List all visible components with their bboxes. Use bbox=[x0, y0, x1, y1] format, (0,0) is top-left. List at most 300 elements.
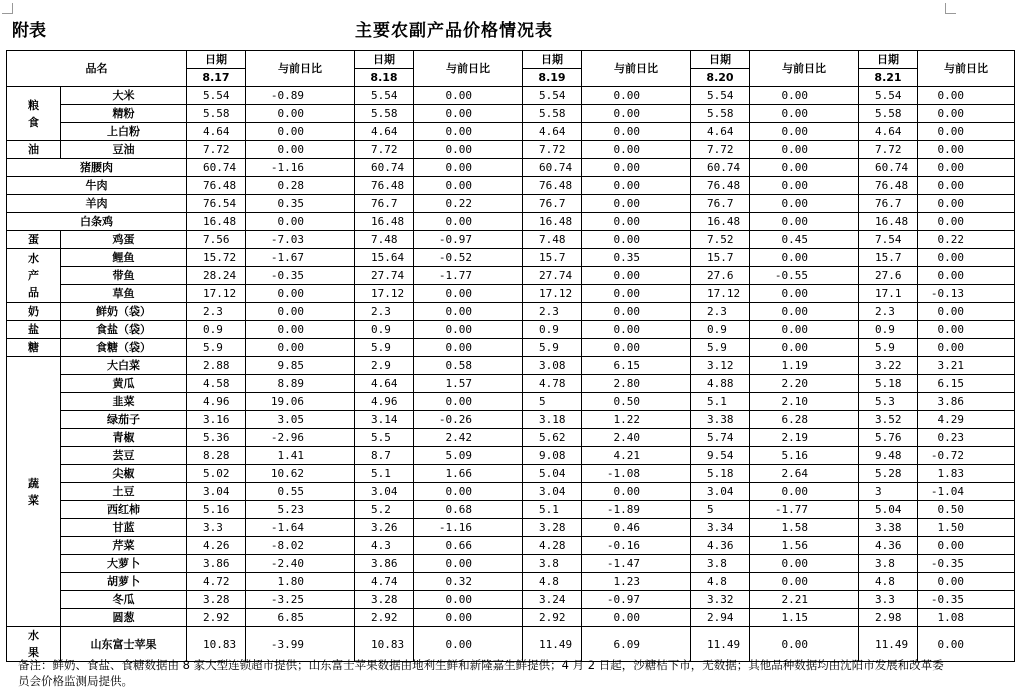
change-cell: -1.04 bbox=[918, 483, 1015, 501]
price-cell: 5.02 bbox=[187, 465, 246, 483]
price-cell: 7.72 bbox=[187, 141, 246, 159]
change-cell: 2.21 bbox=[750, 591, 859, 609]
change-cell: 4.21 bbox=[582, 447, 691, 465]
category-cell: 粮 食 bbox=[7, 87, 61, 141]
price-cell: 4.64 bbox=[691, 123, 750, 141]
change-cell: 0.00 bbox=[246, 213, 355, 231]
change-cell: 0.00 bbox=[414, 627, 523, 662]
change-cell: 0.00 bbox=[750, 159, 859, 177]
price-cell: 76.7 bbox=[523, 195, 582, 213]
price-cell: 4.64 bbox=[355, 123, 414, 141]
price-cell: 5.18 bbox=[691, 465, 750, 483]
change-cell: 1.66 bbox=[414, 465, 523, 483]
change-cell: 0.00 bbox=[582, 213, 691, 231]
change-cell: 0.00 bbox=[750, 195, 859, 213]
product-name: 豆油 bbox=[61, 141, 187, 159]
price-cell: 11.49 bbox=[691, 627, 750, 662]
table-row bbox=[7, 393, 1015, 411]
price-cell: 4.88 bbox=[691, 375, 750, 393]
price-cell: 3.04 bbox=[523, 483, 582, 501]
price-cell: 3.28 bbox=[187, 591, 246, 609]
change-cell: 0.00 bbox=[918, 123, 1015, 141]
change-cell: 0.00 bbox=[414, 105, 523, 123]
change-cell: 1.83 bbox=[918, 465, 1015, 483]
price-cell: 76.7 bbox=[859, 195, 918, 213]
price-cell: 5.1 bbox=[355, 465, 414, 483]
change-cell: 0.00 bbox=[750, 339, 859, 357]
price-cell: 4.28 bbox=[523, 537, 582, 555]
page-title: 主要农副产品价格情况表 bbox=[355, 21, 553, 41]
change-cell: 0.00 bbox=[918, 321, 1015, 339]
change-cell: 0.00 bbox=[918, 339, 1015, 357]
change-cell: 0.00 bbox=[750, 249, 859, 267]
product-name: 大米 bbox=[61, 87, 187, 105]
change-cell: 0.00 bbox=[918, 249, 1015, 267]
price-cell: 27.6 bbox=[859, 267, 918, 285]
price-cell: 4.36 bbox=[691, 537, 750, 555]
change-cell: 0.00 bbox=[918, 177, 1015, 195]
table-row bbox=[7, 447, 1015, 465]
price-cell: 4.8 bbox=[691, 573, 750, 591]
price-cell: 3.04 bbox=[691, 483, 750, 501]
price-cell: 60.74 bbox=[523, 159, 582, 177]
change-cell: 0.45 bbox=[750, 231, 859, 249]
price-cell: 3.16 bbox=[187, 411, 246, 429]
change-cell: 0.00 bbox=[246, 321, 355, 339]
price-cell: 5.16 bbox=[187, 501, 246, 519]
change-cell: 0.00 bbox=[582, 123, 691, 141]
table-row bbox=[7, 339, 1015, 357]
price-cell: 5.9 bbox=[523, 339, 582, 357]
price-cell: 5.74 bbox=[691, 429, 750, 447]
change-cell: 1.50 bbox=[918, 519, 1015, 537]
change-cell: -1.64 bbox=[246, 519, 355, 537]
change-cell: 0.00 bbox=[414, 555, 523, 573]
price-cell: 5.9 bbox=[859, 339, 918, 357]
price-table-body bbox=[7, 51, 1015, 662]
price-cell: 5.1 bbox=[523, 501, 582, 519]
price-cell: 60.74 bbox=[691, 159, 750, 177]
change-cell: 0.58 bbox=[414, 357, 523, 375]
table-row bbox=[7, 465, 1015, 483]
price-cell: 3.26 bbox=[355, 519, 414, 537]
table-row bbox=[7, 195, 1015, 213]
change-cell: 19.06 bbox=[246, 393, 355, 411]
table-row bbox=[7, 609, 1015, 627]
product-name: 芹菜 bbox=[61, 537, 187, 555]
change-cell: 8.89 bbox=[246, 375, 355, 393]
table-row bbox=[7, 123, 1015, 141]
change-cell: 0.00 bbox=[414, 213, 523, 231]
product-name: 甘蓝 bbox=[61, 519, 187, 537]
price-cell: 3.32 bbox=[691, 591, 750, 609]
price-cell: 76.48 bbox=[859, 177, 918, 195]
change-cell: 3.05 bbox=[246, 411, 355, 429]
change-header: 与前日比 bbox=[918, 51, 1015, 87]
change-cell: 0.00 bbox=[918, 141, 1015, 159]
price-cell: 76.7 bbox=[691, 195, 750, 213]
price-cell: 8.7 bbox=[355, 447, 414, 465]
change-cell: 2.64 bbox=[750, 465, 859, 483]
price-cell: 5.3 bbox=[859, 393, 918, 411]
change-cell: 0.22 bbox=[918, 231, 1015, 249]
change-cell: 0.00 bbox=[414, 591, 523, 609]
change-header: 与前日比 bbox=[246, 51, 355, 87]
change-header: 与前日比 bbox=[414, 51, 523, 87]
change-cell: 0.00 bbox=[414, 321, 523, 339]
change-header: 与前日比 bbox=[582, 51, 691, 87]
change-cell: 0.00 bbox=[414, 141, 523, 159]
product-header: 品名 bbox=[7, 51, 187, 87]
change-cell: -1.47 bbox=[582, 555, 691, 573]
change-cell: -1.08 bbox=[582, 465, 691, 483]
change-cell: -1.16 bbox=[246, 159, 355, 177]
product-name: 胡萝卜 bbox=[61, 573, 187, 591]
product-name: 韭菜 bbox=[61, 393, 187, 411]
change-cell: 0.00 bbox=[414, 483, 523, 501]
table-row bbox=[7, 267, 1015, 285]
price-cell: 5.54 bbox=[691, 87, 750, 105]
table-header-row bbox=[7, 51, 1015, 69]
change-cell: 1.58 bbox=[750, 519, 859, 537]
price-cell: 7.52 bbox=[691, 231, 750, 249]
category-cell: 盐 bbox=[7, 321, 61, 339]
price-cell: 16.48 bbox=[523, 213, 582, 231]
change-cell: -3.99 bbox=[246, 627, 355, 662]
price-cell: 28.24 bbox=[187, 267, 246, 285]
price-cell: 4.58 bbox=[187, 375, 246, 393]
price-cell: 5.04 bbox=[523, 465, 582, 483]
change-cell: 0.00 bbox=[246, 141, 355, 159]
price-cell: 3.52 bbox=[859, 411, 918, 429]
price-cell: 4.78 bbox=[523, 375, 582, 393]
change-cell: 10.62 bbox=[246, 465, 355, 483]
change-cell: 0.00 bbox=[582, 339, 691, 357]
table-row bbox=[7, 573, 1015, 591]
price-cell: 4.74 bbox=[355, 573, 414, 591]
table-row bbox=[7, 177, 1015, 195]
price-cell: 15.72 bbox=[187, 249, 246, 267]
change-cell: 0.00 bbox=[918, 303, 1015, 321]
price-cell: 3.3 bbox=[187, 519, 246, 537]
price-cell: 3 bbox=[859, 483, 918, 501]
price-table bbox=[6, 50, 1015, 662]
product-name: 鸡蛋 bbox=[61, 231, 187, 249]
change-cell: 0.00 bbox=[246, 285, 355, 303]
change-cell: 0.00 bbox=[414, 177, 523, 195]
price-cell: 3.28 bbox=[355, 591, 414, 609]
change-cell: 4.29 bbox=[918, 411, 1015, 429]
category-cell: 油 bbox=[7, 141, 61, 159]
price-cell: 3.34 bbox=[691, 519, 750, 537]
change-cell: -7.03 bbox=[246, 231, 355, 249]
price-cell: 3.14 bbox=[355, 411, 414, 429]
price-cell: 27.74 bbox=[523, 267, 582, 285]
price-cell: 60.74 bbox=[187, 159, 246, 177]
change-cell: 0.00 bbox=[750, 555, 859, 573]
price-cell: 5.54 bbox=[355, 87, 414, 105]
table-row bbox=[7, 159, 1015, 177]
price-cell: 3.38 bbox=[859, 519, 918, 537]
price-cell: 5.18 bbox=[859, 375, 918, 393]
table-row bbox=[7, 375, 1015, 393]
price-cell: 3.8 bbox=[691, 555, 750, 573]
price-cell: 5 bbox=[691, 501, 750, 519]
change-cell: 0.00 bbox=[582, 483, 691, 501]
price-cell: 5.04 bbox=[859, 501, 918, 519]
price-cell: 27.74 bbox=[355, 267, 414, 285]
product-name: 圆葱 bbox=[61, 609, 187, 627]
table-row bbox=[7, 303, 1015, 321]
price-cell: 5.9 bbox=[187, 339, 246, 357]
change-cell: 2.40 bbox=[582, 429, 691, 447]
price-cell: 5.62 bbox=[523, 429, 582, 447]
change-cell: 6.85 bbox=[246, 609, 355, 627]
price-cell: 3.04 bbox=[187, 483, 246, 501]
change-cell: 0.00 bbox=[414, 303, 523, 321]
product-name: 羊肉 bbox=[7, 195, 187, 213]
price-cell: 5.58 bbox=[355, 105, 414, 123]
change-cell: -1.77 bbox=[414, 267, 523, 285]
price-cell: 3.04 bbox=[355, 483, 414, 501]
price-cell: 4.96 bbox=[355, 393, 414, 411]
change-cell: 0.00 bbox=[918, 159, 1015, 177]
price-cell: 5 bbox=[523, 393, 582, 411]
price-cell: 7.48 bbox=[355, 231, 414, 249]
change-cell: 0.00 bbox=[750, 123, 859, 141]
price-cell: 4.3 bbox=[355, 537, 414, 555]
price-cell: 4.26 bbox=[187, 537, 246, 555]
price-cell: 76.7 bbox=[355, 195, 414, 213]
change-cell: 0.00 bbox=[582, 177, 691, 195]
change-cell: 0.22 bbox=[414, 195, 523, 213]
change-header: 与前日比 bbox=[750, 51, 859, 87]
product-name: 上白粉 bbox=[61, 123, 187, 141]
product-name: 食盐（袋） bbox=[61, 321, 187, 339]
change-cell: 1.15 bbox=[750, 609, 859, 627]
price-cell: 4.64 bbox=[523, 123, 582, 141]
change-cell: 0.00 bbox=[750, 285, 859, 303]
price-cell: 5.76 bbox=[859, 429, 918, 447]
category-cell: 水 果 bbox=[7, 627, 61, 662]
price-cell: 3.24 bbox=[523, 591, 582, 609]
price-cell: 4.8 bbox=[859, 573, 918, 591]
price-cell: 5.58 bbox=[523, 105, 582, 123]
change-cell: 1.22 bbox=[582, 411, 691, 429]
price-cell: 9.54 bbox=[691, 447, 750, 465]
change-cell: 0.00 bbox=[918, 213, 1015, 231]
table-row bbox=[7, 141, 1015, 159]
page-corner-mark-right bbox=[945, 3, 956, 14]
change-cell: 1.57 bbox=[414, 375, 523, 393]
change-cell: 3.21 bbox=[918, 357, 1015, 375]
price-cell: 5.58 bbox=[187, 105, 246, 123]
product-name: 冬瓜 bbox=[61, 591, 187, 609]
price-cell: 0.9 bbox=[355, 321, 414, 339]
change-cell: -2.96 bbox=[246, 429, 355, 447]
price-cell: 10.83 bbox=[187, 627, 246, 662]
category-cell: 糖 bbox=[7, 339, 61, 357]
price-cell: 5.2 bbox=[355, 501, 414, 519]
change-cell: 0.00 bbox=[582, 105, 691, 123]
price-cell: 5.58 bbox=[691, 105, 750, 123]
product-name: 猪腰肉 bbox=[7, 159, 187, 177]
change-cell: 0.00 bbox=[582, 159, 691, 177]
price-cell: 3.38 bbox=[691, 411, 750, 429]
price-cell: 15.7 bbox=[691, 249, 750, 267]
change-cell: 5.16 bbox=[750, 447, 859, 465]
price-cell: 27.6 bbox=[691, 267, 750, 285]
change-cell: 0.00 bbox=[582, 321, 691, 339]
price-cell: 10.83 bbox=[355, 627, 414, 662]
price-cell: 4.72 bbox=[187, 573, 246, 591]
price-cell: 3.8 bbox=[523, 555, 582, 573]
price-cell: 3.28 bbox=[523, 519, 582, 537]
price-cell: 17.12 bbox=[691, 285, 750, 303]
price-cell: 2.94 bbox=[691, 609, 750, 627]
price-cell: 3.12 bbox=[691, 357, 750, 375]
change-cell: 0.00 bbox=[246, 105, 355, 123]
change-cell: 6.15 bbox=[582, 357, 691, 375]
price-cell: 2.9 bbox=[355, 357, 414, 375]
change-cell: 0.55 bbox=[246, 483, 355, 501]
price-cell: 3.18 bbox=[523, 411, 582, 429]
price-cell: 3.86 bbox=[355, 555, 414, 573]
date-header: 日期 bbox=[691, 51, 750, 69]
price-cell: 7.72 bbox=[355, 141, 414, 159]
price-cell: 7.72 bbox=[859, 141, 918, 159]
product-name: 鲜奶（袋） bbox=[61, 303, 187, 321]
price-cell: 2.3 bbox=[355, 303, 414, 321]
table-row bbox=[7, 321, 1015, 339]
change-cell: 9.85 bbox=[246, 357, 355, 375]
page-corner-mark-left bbox=[2, 3, 13, 14]
change-cell: -3.25 bbox=[246, 591, 355, 609]
table-row bbox=[7, 429, 1015, 447]
change-cell: 2.10 bbox=[750, 393, 859, 411]
price-cell: 7.48 bbox=[523, 231, 582, 249]
product-name: 山东富士苹果 bbox=[61, 627, 187, 662]
price-cell: 2.3 bbox=[187, 303, 246, 321]
table-row bbox=[7, 519, 1015, 537]
date-header: 日期 bbox=[187, 51, 246, 69]
change-cell: 0.00 bbox=[918, 627, 1015, 662]
change-cell: -0.72 bbox=[918, 447, 1015, 465]
change-cell: -0.97 bbox=[582, 591, 691, 609]
price-cell: 5.54 bbox=[523, 87, 582, 105]
table-row bbox=[7, 285, 1015, 303]
price-cell: 60.74 bbox=[859, 159, 918, 177]
table-row bbox=[7, 411, 1015, 429]
product-name: 青椒 bbox=[61, 429, 187, 447]
price-cell: 3.8 bbox=[859, 555, 918, 573]
product-name: 食糖（袋） bbox=[61, 339, 187, 357]
table-row bbox=[7, 591, 1015, 609]
change-cell: -0.55 bbox=[750, 267, 859, 285]
price-cell: 5.54 bbox=[187, 87, 246, 105]
change-cell: 0.66 bbox=[414, 537, 523, 555]
product-name: 黄瓜 bbox=[61, 375, 187, 393]
footnote: 备注：鲜奶、食盐、食糖数据由 8 家大型连锁超市提供；山东富士苹果数据由地利生鲜和新隆嘉生鲜提供；4 月 2 日起，沙糖桔下市，无数据；其他品种数据均由沈阳市发展和改革委员会价格监测局提供。 bbox=[18, 658, 944, 688]
price-cell: 76.48 bbox=[187, 177, 246, 195]
change-cell: 0.00 bbox=[750, 321, 859, 339]
change-cell: -1.67 bbox=[246, 249, 355, 267]
change-cell: 0.00 bbox=[750, 627, 859, 662]
change-cell: 0.50 bbox=[582, 393, 691, 411]
price-cell: 5.1 bbox=[691, 393, 750, 411]
change-cell: 0.00 bbox=[582, 303, 691, 321]
price-cell: 2.3 bbox=[859, 303, 918, 321]
change-cell: 0.00 bbox=[582, 267, 691, 285]
table-row bbox=[7, 537, 1015, 555]
change-cell: 1.19 bbox=[750, 357, 859, 375]
change-cell: 0.00 bbox=[750, 87, 859, 105]
price-cell: 7.72 bbox=[691, 141, 750, 159]
change-cell: -1.16 bbox=[414, 519, 523, 537]
change-cell: 0.00 bbox=[582, 609, 691, 627]
change-cell: 1.08 bbox=[918, 609, 1015, 627]
change-cell: 3.86 bbox=[918, 393, 1015, 411]
price-cell: 76.48 bbox=[691, 177, 750, 195]
change-cell: 0.00 bbox=[582, 285, 691, 303]
price-cell: 5.5 bbox=[355, 429, 414, 447]
price-cell: 17.12 bbox=[523, 285, 582, 303]
change-cell: 1.56 bbox=[750, 537, 859, 555]
change-cell: 0.35 bbox=[246, 195, 355, 213]
change-cell: 5.23 bbox=[246, 501, 355, 519]
price-cell: 4.8 bbox=[523, 573, 582, 591]
price-cell: 5.9 bbox=[355, 339, 414, 357]
change-cell: 1.23 bbox=[582, 573, 691, 591]
price-cell: 5.28 bbox=[859, 465, 918, 483]
date-value: 8.21 bbox=[859, 69, 918, 87]
price-cell: 7.54 bbox=[859, 231, 918, 249]
table-row bbox=[7, 105, 1015, 123]
change-cell: 0.00 bbox=[414, 159, 523, 177]
product-name: 大白菜 bbox=[61, 357, 187, 375]
price-cell: 0.9 bbox=[187, 321, 246, 339]
price-cell: 2.3 bbox=[691, 303, 750, 321]
price-cell: 60.74 bbox=[355, 159, 414, 177]
price-cell: 76.54 bbox=[187, 195, 246, 213]
category-cell: 蔬 菜 bbox=[7, 357, 61, 627]
product-name: 带鱼 bbox=[61, 267, 187, 285]
change-cell: 0.68 bbox=[414, 501, 523, 519]
change-cell: 0.00 bbox=[246, 303, 355, 321]
category-cell: 水 产 品 bbox=[7, 249, 61, 303]
change-cell: 0.00 bbox=[414, 123, 523, 141]
price-cell: 11.49 bbox=[523, 627, 582, 662]
date-value: 8.18 bbox=[355, 69, 414, 87]
change-cell: -0.52 bbox=[414, 249, 523, 267]
price-cell: 76.48 bbox=[523, 177, 582, 195]
price-cell: 7.56 bbox=[187, 231, 246, 249]
change-cell: 0.50 bbox=[918, 501, 1015, 519]
change-cell: 1.80 bbox=[246, 573, 355, 591]
price-cell: 4.36 bbox=[859, 537, 918, 555]
change-cell: 0.00 bbox=[750, 141, 859, 159]
change-cell: 0.00 bbox=[246, 339, 355, 357]
price-cell: 5.54 bbox=[859, 87, 918, 105]
change-cell: -0.26 bbox=[414, 411, 523, 429]
table-row bbox=[7, 483, 1015, 501]
product-name: 绿茄子 bbox=[61, 411, 187, 429]
appendix-label: 附表 bbox=[12, 21, 46, 41]
price-cell: 0.9 bbox=[859, 321, 918, 339]
price-cell: 9.08 bbox=[523, 447, 582, 465]
price-cell: 16.48 bbox=[691, 213, 750, 231]
change-cell: 2.20 bbox=[750, 375, 859, 393]
